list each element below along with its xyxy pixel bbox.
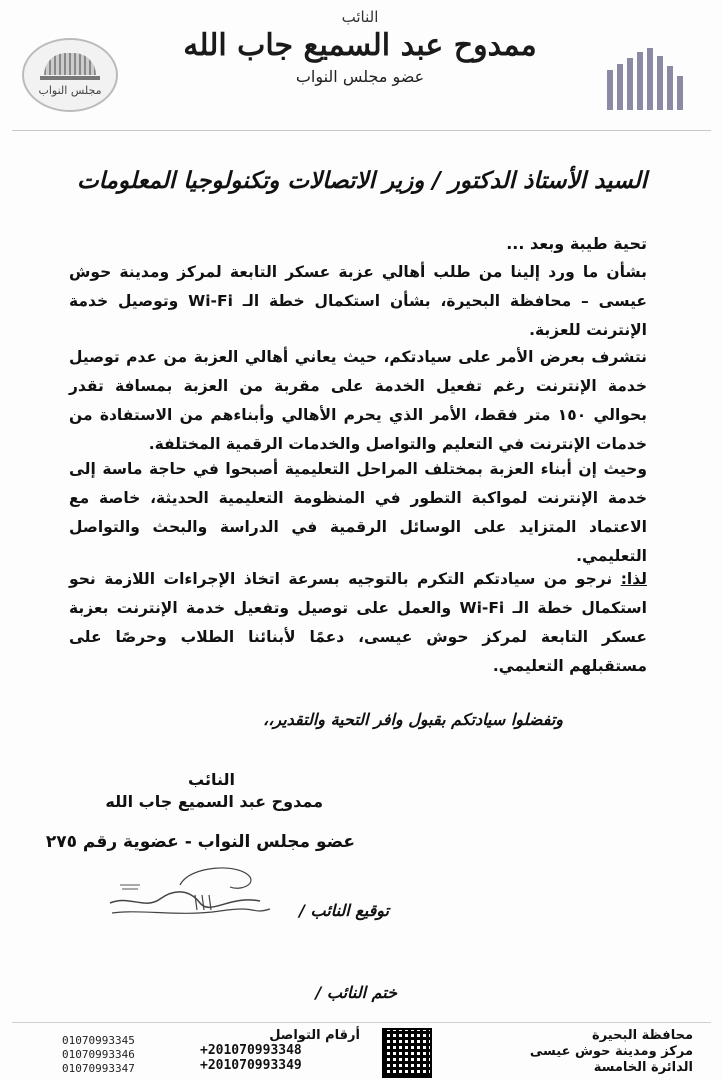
phone-number: 01070993347 bbox=[62, 1062, 135, 1075]
letterhead-center bbox=[180, 8, 540, 86]
phone-list bbox=[62, 1034, 135, 1076]
handwritten-signature bbox=[100, 855, 280, 925]
letter-footer bbox=[0, 1022, 723, 1080]
dome-icon bbox=[44, 53, 96, 75]
signature-title: النائب bbox=[188, 770, 235, 789]
qr-code-icon bbox=[382, 1028, 432, 1078]
contact-numbers bbox=[200, 1028, 360, 1073]
letterhead-title: النائب bbox=[341, 8, 379, 26]
signature-membership: عضو مجلس النواب - عضوية رقم ٢٧٥ bbox=[45, 832, 355, 852]
office-address bbox=[530, 1028, 693, 1076]
address-line: مركز ومدينة حوش عيسى bbox=[529, 1044, 693, 1059]
emblem-logo bbox=[603, 40, 693, 110]
address-line: الدائرة الخامسة bbox=[593, 1060, 693, 1075]
signature-name: ممدوح عبد السميع جاب الله bbox=[105, 792, 323, 811]
seal-label: ختم النائب / bbox=[315, 983, 397, 1002]
paragraph-4-lead: لذا: bbox=[620, 570, 647, 588]
paragraph-1: بشأن ما ورد إلينا من طلب أهالي عزبة عسكر التابعة لمركز ومدينة حوش عيسى – محافظة البحيرة، بشأن استكمال خطة الـ Wi-Fi وتوصيل خدمة الإنترنت للعزبة. bbox=[69, 263, 647, 339]
paragraph-3: وحيث إن أبناء العزبة بمختلف المراحل التعليمية أصبحوا في حاجة ماسة إلى خدمة الإنترنت لمواكبة التطور في المنظومة التعليمية الحديثة، خاصة مع الاعتماد المتزايد على الوسائل الرقمية في الدراسة والبحث والتواصل التعليمي. bbox=[69, 460, 647, 565]
paragraph-4 bbox=[69, 565, 647, 681]
paragraph-2: نتشرف بعرض الأمر على سيادتكم، حيث يعاني أهالي العزبة من عدم توصيل خدمة الإنترنت رغم تفعيل الخدمة على مقربة من العزبة بمسافة تقدر بحوالي ١٥٠ متر فقط، الأمر الذي يحرم الأهالي وأبناءهم من الاستفادة من خدمات الإنترنت في التعليم والتواصل والخدمات الرقمية المختلفة. bbox=[69, 348, 647, 453]
letterhead-role: عضو مجلس النواب bbox=[295, 67, 425, 86]
phone-number: 01070993346 bbox=[62, 1048, 135, 1061]
signature-label: توقيع النائب / bbox=[299, 901, 389, 920]
contact-number: +201070993349 bbox=[200, 1058, 302, 1073]
parliament-logo-caption: مجلس النواب bbox=[38, 84, 102, 97]
header-divider bbox=[12, 130, 711, 131]
letterhead bbox=[0, 0, 723, 135]
closing-line: وتفضلوا سيادتكم بقبول وافر التحية والتقدير،، bbox=[263, 710, 563, 729]
salutation: تحية طيبة وبعد ... bbox=[506, 234, 647, 253]
parliament-logo bbox=[22, 38, 118, 112]
contacts-label: أرقام التواصل bbox=[269, 1028, 360, 1043]
contact-number: +201070993348 bbox=[200, 1043, 302, 1058]
addressee: السيد الأستاذ الدكتور / وزير الاتصالات وتكنولوجيا المعلومات bbox=[77, 168, 647, 194]
footer-divider bbox=[12, 1022, 711, 1023]
address-line: محافظة البحيرة bbox=[592, 1028, 693, 1043]
paragraph-4-text: نرجو من سيادتكم التكرم بالتوجيه بسرعة اتخاذ الإجراءات اللازمة نحو استكمال خطة الـ Wi-Fi والعمل على توصيل وتفعيل خدمة الإنترنت بعزبة عسكر التابعة لمركز حوش عيسى، دعمًا لأبنائنا الطلاب وحرصًا على مستقبلهم التعليمي. bbox=[69, 570, 647, 675]
phone-number: 01070993345 bbox=[62, 1034, 135, 1047]
letterhead-name: ممدوح عبد السميع جاب الله bbox=[183, 28, 537, 63]
